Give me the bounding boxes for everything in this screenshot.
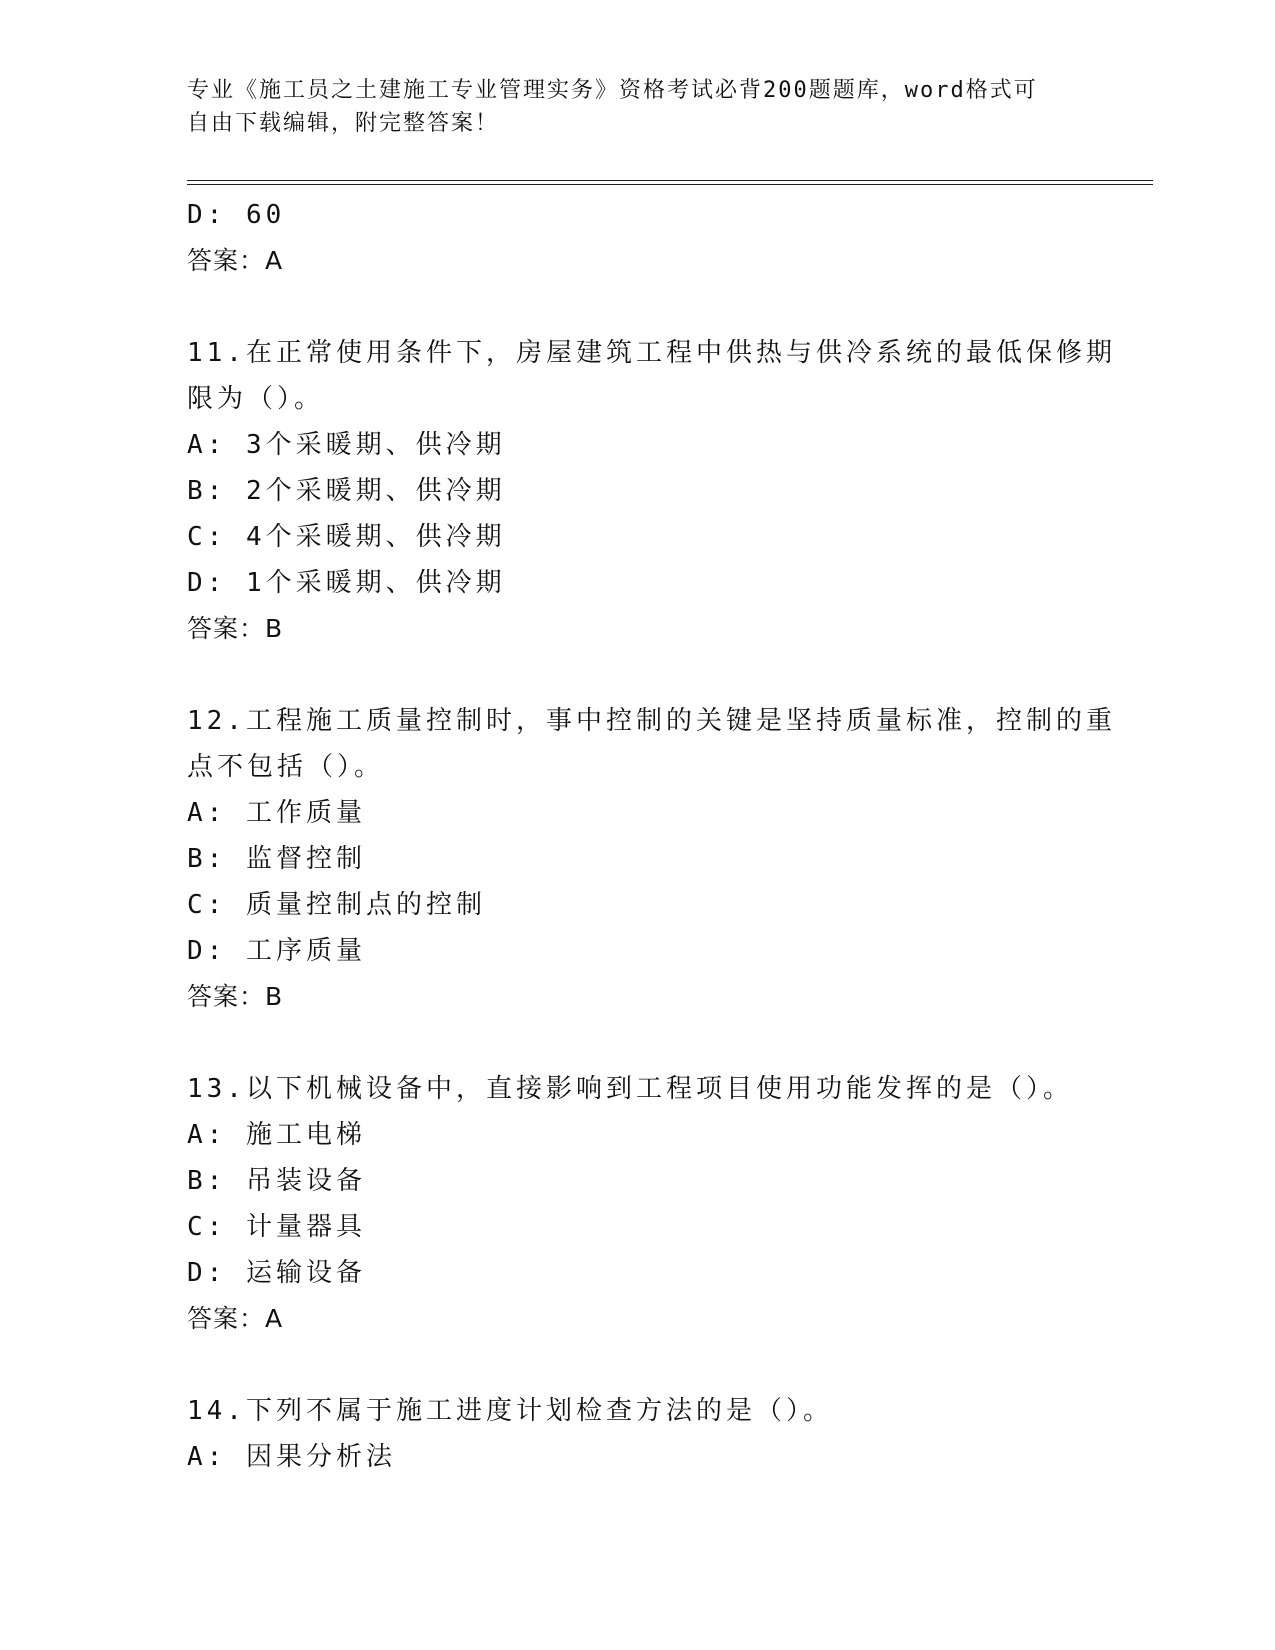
q12-stem-line-2: 点不包括（）。 xyxy=(187,752,385,782)
q11-stem-line-2: 限为（）。 xyxy=(187,384,325,414)
q11-stem-line-1: 11.在正常使用条件下，房屋建筑工程中供热与供冷系统的最低保修期 xyxy=(187,338,1116,368)
header-rule-top xyxy=(187,180,1153,181)
q13-option-b: B: 吊装设备 xyxy=(187,1166,366,1196)
q11-option-d: D: 1个采暖期、供冷期 xyxy=(187,568,506,598)
header-rule-bottom xyxy=(187,184,1153,185)
q11-option-b: B: 2个采暖期、供冷期 xyxy=(187,476,506,506)
q12-option-a: A: 工作质量 xyxy=(187,798,366,828)
q12-option-d: D: 工序质量 xyxy=(187,936,366,966)
q12-stem-line-1: 12.工程施工质量控制时，事中控制的关键是坚持质量标准，控制的重 xyxy=(187,706,1116,736)
spacer xyxy=(187,652,1087,698)
header-line-2: 自由下载编辑，附完整答案！ xyxy=(187,111,500,136)
q11-option-c: C: 4个采暖期、供冷期 xyxy=(187,522,506,552)
q13-option-c: C: 计量器具 xyxy=(187,1212,366,1242)
header-line-1: 专业《施工员之土建施工专业管理实务》资格考试必背200题题库，word格式可 xyxy=(187,78,1038,103)
q14-stem-line-1: 14.下列不属于施工进度计划检查方法的是（）。 xyxy=(187,1396,833,1426)
document-header xyxy=(187,74,1087,140)
q11-answer: 答案：B xyxy=(187,614,284,643)
spacer xyxy=(187,284,1087,330)
prev-option-d: D: 60 xyxy=(187,200,286,230)
prev-answer: 答案：A xyxy=(187,246,284,275)
q12-option-b: B: 监督控制 xyxy=(187,844,366,874)
q14-option-a: A: 因果分析法 xyxy=(187,1442,396,1472)
q12-option-c: C: 质量控制点的控制 xyxy=(187,890,486,920)
q13-option-d: D: 运输设备 xyxy=(187,1258,366,1288)
q13-answer: 答案：A xyxy=(187,1304,284,1333)
q13-stem-line-1: 13.以下机械设备中，直接影响到工程项目使用功能发挥的是（）。 xyxy=(187,1074,1073,1104)
q11-option-a: A: 3个采暖期、供冷期 xyxy=(187,430,506,460)
q12-answer: 答案：B xyxy=(187,982,284,1011)
spacer xyxy=(187,1020,1087,1066)
spacer xyxy=(187,1342,1087,1388)
question-content xyxy=(187,192,1116,1480)
q13-option-a: A: 施工电梯 xyxy=(187,1120,366,1150)
